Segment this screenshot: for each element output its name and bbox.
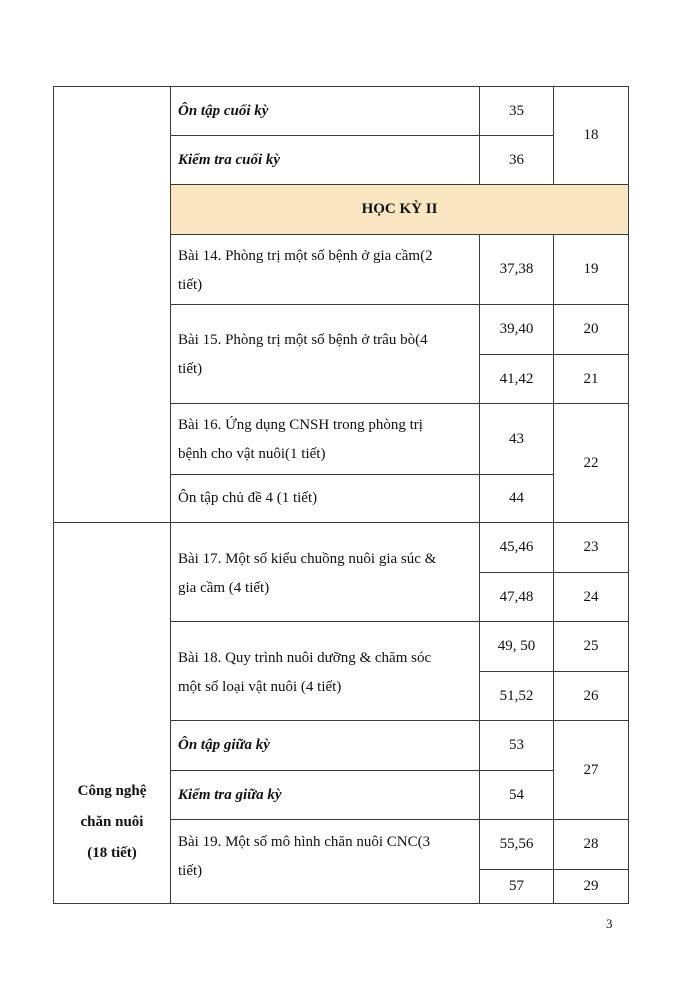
period-45-46: 45,46 [479,522,554,573]
lesson-18-line-2: một số loại vật nuôi (4 tiết) [178,679,342,695]
lesson-17 [170,522,480,622]
semester-header: HỌC KỲ II [170,184,629,235]
week-20: 20 [553,304,629,355]
topic-line-2: chăn nuôi [80,814,144,830]
lesson-final-review-label: Ôn tập cuối kỳ [178,102,269,119]
lesson-15-line-2: tiết) [178,361,203,377]
lesson-mid-test [170,770,480,820]
week-21: 21 [553,354,629,404]
period-54: 54 [479,770,554,820]
week-25: 25 [553,621,629,672]
period-41-42: 41,42 [479,354,554,404]
period-57: 57 [479,869,554,904]
lesson-17-line-1: Bài 17. Một số kiểu chuồng nuôi gia súc & [178,551,437,567]
lesson-14-line-1: Bài 14. Phòng trị một số bệnh ở gia cầm(2 [178,248,433,264]
lesson-19-line-1: Bài 19. Một số mô hình chăn nuôi CNC(3 [178,834,431,850]
period-37-38: 37,38 [479,234,554,305]
lesson-final-review [170,86,480,136]
lesson-mid-test-label: Kiểm tra giữa kỳ [178,786,282,803]
lesson-mid-review [170,720,480,771]
week-19: 19 [553,234,629,305]
period-36: 36 [479,135,554,185]
lesson-16 [170,403,480,475]
period-51-52: 51,52 [479,671,554,721]
week-29: 29 [553,869,629,904]
topic-line-3: (18 tiết) [87,845,137,861]
lesson-14-line-2: tiết) [178,277,203,293]
week-22: 22 [553,403,629,523]
week-27: 27 [553,720,629,820]
topic-line-1: Công nghệ [77,783,147,799]
period-47-48: 47,48 [479,572,554,622]
lesson-final-test-label: Kiểm tra cuối kỳ [178,151,281,168]
period-49-50: 49, 50 [479,621,554,672]
week-18: 18 [553,86,629,185]
period-35: 35 [479,86,554,136]
period-44: 44 [479,474,554,523]
period-53: 53 [479,720,554,771]
topic-cell-animal-husbandry [53,522,171,904]
lesson-final-test [170,135,480,185]
lesson-19 [170,819,480,904]
lesson-15-line-1: Bài 15. Phòng trị một số bệnh ở trâu bò(4 [178,332,428,348]
topic-cell-previous [53,86,171,523]
review-topic-4-label: Ôn tập chủ đề 4 (1 tiết) [178,490,318,506]
lesson-mid-review-label: Ôn tập giữa kỳ [178,737,270,753]
lesson-18 [170,621,480,721]
period-55-56: 55,56 [479,819,554,870]
period-39-40: 39,40 [479,304,554,355]
lesson-18-line-1: Bài 18. Quy trình nuôi dưỡng & chăm sóc [178,650,432,666]
lesson-15 [170,304,480,404]
page-number: 3 [606,916,613,931]
lesson-16-line-2: bệnh cho vật nuôi(1 tiết) [178,446,326,462]
week-28: 28 [553,819,629,870]
period-43: 43 [479,403,554,475]
week-26: 26 [553,671,629,721]
lesson-14 [170,234,480,305]
lesson-16-line-1: Bài 16. Ứng dụng CNSH trong phòng trị [178,417,423,433]
week-23: 23 [553,522,629,573]
week-24: 24 [553,572,629,622]
lesson-17-line-2: gia cầm (4 tiết) [178,580,270,596]
review-topic-4 [170,474,480,523]
lesson-19-line-2: tiết) [178,863,203,879]
